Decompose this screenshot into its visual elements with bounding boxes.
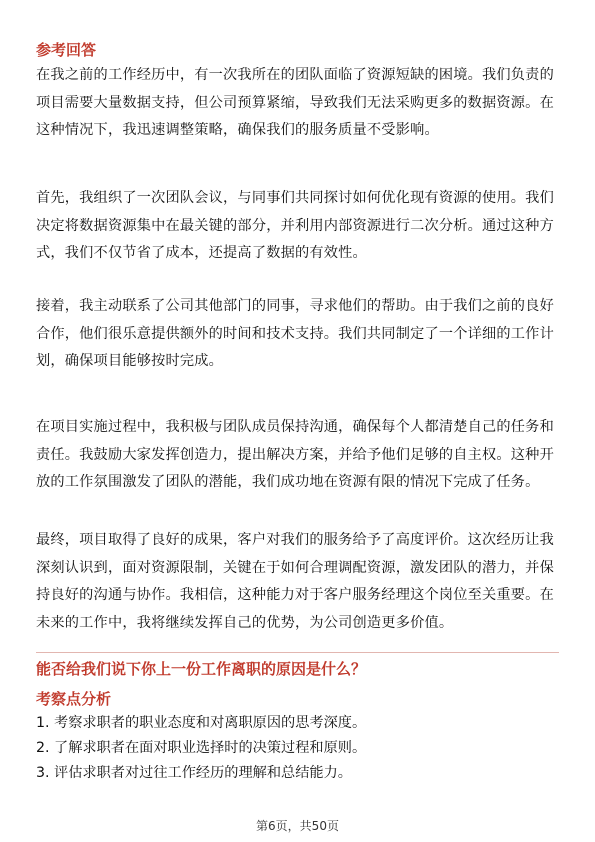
question-heading: 能否给我们说下你上一份工作离职的原因是什么？ (36, 660, 367, 678)
analysis-heading: 考察点分析 (36, 690, 112, 708)
page-number: 第6页，共50页 (256, 819, 339, 833)
section-divider (36, 652, 559, 653)
answer-paragraph-5: 最终，项目取得了良好的成果，客户对我们的服务给予了高度评价。这次经历让我深刻认识到，面对资源限制，关键在于如何合理调配资源，激发团队的潜力，并保持良好的沟通与协作。我相信，这种能力对于客户服务经理这个岗位至关重要。在未来的工作中，我将继续发挥自己的优势，为公司创造更多价值。 (36, 532, 554, 631)
list-item: 1. 考察求职者的职业态度和对离职原因的思考深度。 (36, 715, 367, 731)
answer-paragraph-2: 首先，我组织了一次团队会议，与同事们共同探讨如何优化现有资源的使用。我们决定将数据资源集中在最关键的部分，并利用内部资源进行二次分析。通过这种方式，我们不仅节省了成本，还提高了数据的有效性。 (36, 190, 554, 261)
answer-paragraph-1: 在我之前的工作经历中，有一次我所在的团队面临了资源短缺的困境。我们负责的项目需要大量数据支持，但公司预算紧缩，导致我们无法采购更多的数据资源。在这种情况下，我迅速调整策略，确保我们的服务质量不受影响。 (36, 67, 554, 138)
list-item: 2. 了解求职者在面对职业选择时的决策过程和原则。 (36, 740, 367, 756)
answer-paragraph-4: 在项目实施过程中，我积极与团队成员保持沟通，确保每个人都清楚自己的任务和责任。我鼓励大家发挥创造力，提出解决方案，并给予他们足够的自主权。这种开放的工作氛围激发了团队的潜能，我们成功地在资源有限的情况下完成了任务。 (36, 419, 554, 490)
list-item: 3. 评估求职者对过往工作经历的理解和总结能力。 (36, 765, 352, 781)
document-page (36, 0, 559, 842)
answer-heading: 参考回答 (36, 41, 97, 59)
answer-paragraph-3: 接着，我主动联系了公司其他部门的同事，寻求他们的帮助。由于我们之前的良好合作，他们很乐意提供额外的时间和技术支持。我们共同制定了一个详细的工作计划，确保项目能够按时完成。 (36, 298, 554, 369)
analysis-list (36, 711, 559, 786)
